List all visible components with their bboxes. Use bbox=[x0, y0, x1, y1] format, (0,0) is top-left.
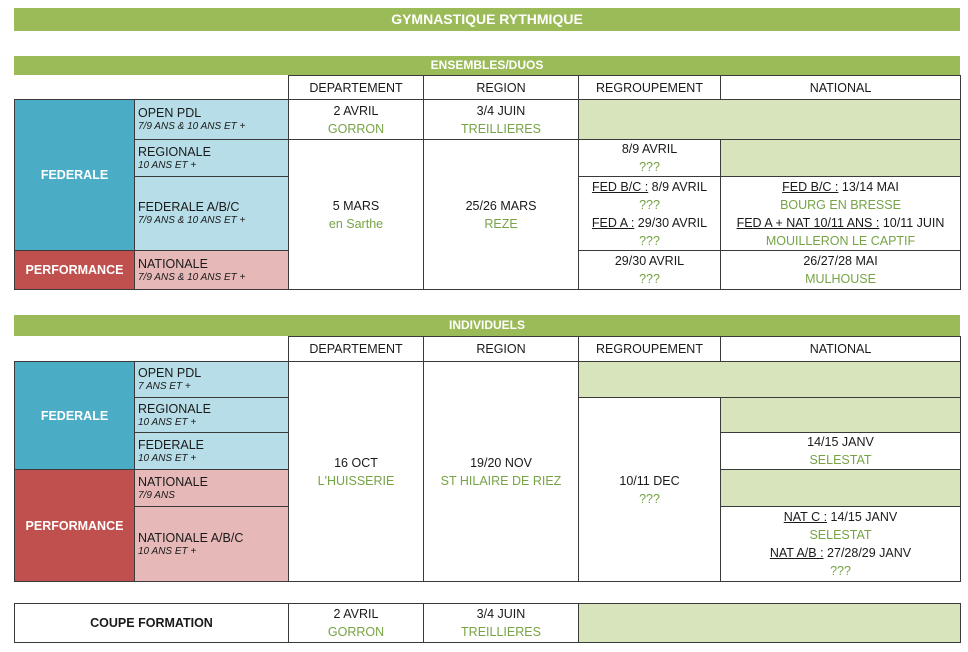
level-cell bbox=[135, 177, 289, 251]
col-header-departement: DEPARTEMENT bbox=[289, 337, 424, 362]
ensembles-table bbox=[14, 75, 961, 290]
place: TREILLIERES bbox=[461, 121, 541, 136]
col-header-departement: DEPARTEMENT bbox=[289, 76, 424, 100]
level-cell bbox=[135, 251, 289, 290]
level-ages: 10 ANS ET + bbox=[138, 545, 197, 557]
level-name: FEDERALE A/B/C bbox=[138, 200, 240, 214]
level-ages: 7/9 ANS bbox=[138, 489, 175, 501]
page-title: GYMNASTIQUE RYTHMIQUE bbox=[14, 8, 960, 31]
place: BOURG EN BRESSE bbox=[780, 197, 901, 212]
label: FED A + NAT 10/11 ANS : bbox=[736, 215, 880, 230]
nat-abc-national-cell bbox=[721, 507, 961, 582]
place: REZE bbox=[484, 216, 518, 231]
coupe-region-cell bbox=[424, 604, 579, 643]
category-performance: PERFORMANCE bbox=[15, 470, 135, 582]
fed-bc-line bbox=[721, 178, 960, 196]
level-cell bbox=[135, 100, 289, 140]
level-name: NATIONALE bbox=[138, 256, 208, 271]
level-ages: 7 ANS ET + bbox=[138, 381, 191, 392]
date: 3/4 JUIN bbox=[476, 103, 526, 118]
level-ages: 10 ANS ET + bbox=[138, 416, 197, 428]
date: 10/11 DEC bbox=[619, 473, 680, 488]
level-ages: 10 ANS ET + bbox=[138, 452, 197, 464]
level-cell bbox=[135, 433, 289, 470]
level-cell bbox=[135, 140, 289, 177]
level-cell bbox=[135, 362, 289, 398]
col-header-regroupement: REGROUPEMENT bbox=[579, 76, 721, 100]
date: 27/28/29 JANV bbox=[823, 546, 912, 560]
level-cell bbox=[135, 398, 289, 433]
open-departement-cell bbox=[289, 100, 424, 140]
label: FED B/C : bbox=[782, 179, 839, 194]
ensembles-section-header: ENSEMBLES/DUOS bbox=[14, 56, 960, 75]
federale-national-cell bbox=[721, 177, 961, 251]
coupe-formation-label: COUPE FORMATION bbox=[15, 604, 289, 643]
label: NAT C : bbox=[783, 510, 828, 524]
federale-regroupement-cell bbox=[579, 177, 721, 251]
level-ages: 7/9 ANS & 10 ANS ET + bbox=[138, 271, 246, 283]
empty-cell bbox=[579, 604, 961, 643]
nationale-regroupement-cell bbox=[579, 251, 721, 290]
date: 8/9 AVRIL bbox=[648, 179, 708, 194]
place: SELESTAT bbox=[809, 453, 872, 467]
coupe-table bbox=[14, 603, 961, 643]
col-header-national: NATIONAL bbox=[721, 337, 961, 362]
region-cell bbox=[424, 140, 579, 290]
place: MOUILLERON LE CAPTIF bbox=[765, 233, 916, 248]
place: ??? bbox=[639, 491, 660, 506]
fed-a-line bbox=[579, 214, 720, 232]
category-federale: FEDERALE bbox=[15, 100, 135, 251]
level-name: REGIONALE bbox=[138, 144, 211, 159]
level-name: OPEN PDL bbox=[138, 366, 202, 380]
place: GORRON bbox=[327, 625, 385, 639]
date: 14/15 JANV bbox=[807, 435, 874, 449]
date: 2 AVRIL bbox=[333, 607, 379, 621]
coupe-departement-cell bbox=[289, 604, 424, 643]
date: 29/30 AVRIL bbox=[614, 254, 685, 268]
level-name: OPEN PDL bbox=[138, 106, 202, 120]
date: 19/20 NOV bbox=[470, 455, 532, 470]
place: SELESTAT bbox=[809, 528, 872, 542]
header-spacer bbox=[15, 76, 289, 100]
nat-c-line bbox=[721, 508, 960, 526]
date: 13/14 MAI bbox=[838, 179, 899, 194]
federale-national-cell bbox=[721, 433, 961, 470]
level-ages: 7/9 ANS & 10 ANS ET + bbox=[138, 215, 246, 226]
level-name: NATIONALE A/B/C bbox=[138, 530, 244, 545]
empty-cell bbox=[721, 140, 961, 177]
place: ??? bbox=[639, 160, 660, 174]
region-cell bbox=[424, 362, 579, 582]
header-spacer bbox=[15, 337, 289, 362]
level-cell bbox=[135, 507, 289, 582]
place: ST HILAIRE DE RIEZ bbox=[440, 473, 562, 488]
date: 25/26 MARS bbox=[465, 198, 537, 213]
place: en Sarthe bbox=[328, 216, 384, 231]
place: ??? bbox=[639, 197, 660, 212]
label: FED B/C : bbox=[591, 179, 649, 194]
fed-bc-line bbox=[579, 178, 720, 196]
col-header-national: NATIONAL bbox=[721, 76, 961, 100]
level-name: FEDERALE bbox=[138, 437, 204, 452]
place: MULHOUSE bbox=[805, 272, 876, 286]
empty-cell bbox=[579, 100, 961, 140]
empty-cell bbox=[579, 362, 961, 398]
open-region-cell bbox=[424, 100, 579, 140]
date: 2 AVRIL bbox=[333, 103, 379, 118]
individuels-table bbox=[14, 336, 961, 582]
departement-cell bbox=[289, 362, 424, 582]
departement-cell bbox=[289, 140, 424, 290]
place: GORRON bbox=[327, 121, 385, 136]
place: ??? bbox=[639, 233, 660, 248]
regionale-regroupement-cell bbox=[579, 140, 721, 177]
level-ages: 10 ANS ET + bbox=[138, 159, 197, 171]
level-name: REGIONALE bbox=[138, 401, 211, 416]
individuels-section-header: INDIVIDUELS bbox=[14, 315, 960, 336]
label: NAT A/B : bbox=[769, 546, 824, 560]
place: ??? bbox=[830, 564, 851, 578]
date: 29/30 AVRIL bbox=[634, 215, 708, 230]
label: FED A : bbox=[591, 215, 635, 230]
col-header-region: REGION bbox=[424, 337, 579, 362]
date: 10/11 JUIN bbox=[879, 215, 945, 230]
col-header-regroupement: REGROUPEMENT bbox=[579, 337, 721, 362]
level-ages: 7/9 ANS & 10 ANS ET + bbox=[138, 121, 246, 132]
date: 3/4 JUIN bbox=[476, 607, 526, 621]
place: TREILLIERES bbox=[461, 625, 541, 639]
date: 5 MARS bbox=[332, 198, 380, 213]
place: L'HUISSERIE bbox=[317, 473, 395, 488]
category-performance: PERFORMANCE bbox=[15, 251, 135, 290]
date: 26/27/28 MAI bbox=[803, 254, 878, 268]
nationale-national-cell bbox=[721, 251, 961, 290]
fed-a-line bbox=[721, 214, 960, 232]
date: 16 OCT bbox=[334, 455, 378, 470]
empty-cell bbox=[721, 398, 961, 433]
regroupement-cell bbox=[579, 398, 721, 582]
empty-cell bbox=[721, 470, 961, 507]
category-federale: FEDERALE bbox=[15, 362, 135, 470]
level-cell bbox=[135, 470, 289, 507]
date: 8/9 AVRIL bbox=[621, 142, 678, 156]
date: 14/15 JANV bbox=[827, 510, 898, 524]
nat-ab-line bbox=[721, 544, 960, 562]
col-header-region: REGION bbox=[424, 76, 579, 100]
level-name: NATIONALE bbox=[138, 474, 208, 489]
place: ??? bbox=[639, 272, 660, 286]
